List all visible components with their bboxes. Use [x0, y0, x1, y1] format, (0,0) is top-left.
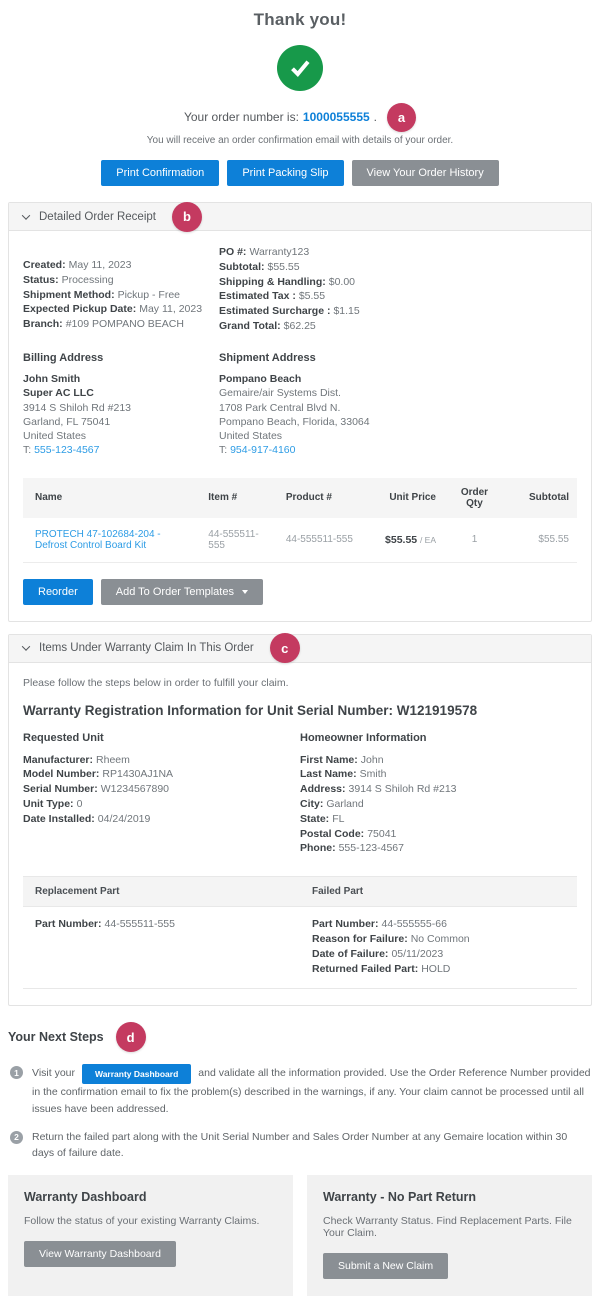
grand-total-line: Grand Total: $62.25 — [219, 319, 316, 332]
billing-city: Garland, FL 75041 — [23, 415, 111, 428]
warranty-info-columns — [23, 732, 577, 857]
phone-line: Phone: 555-123-4567 — [300, 842, 404, 855]
state-line: State: FL — [300, 812, 345, 825]
order-number-prefix: Your order number is: — [183, 110, 299, 124]
shipment-phone-link[interactable]: 954-917-4160 — [230, 443, 296, 456]
order-number-link[interactable]: 1000055555 — [302, 110, 370, 124]
billing-company: Super AC LLC — [23, 387, 94, 400]
no-part-return-card — [307, 1175, 592, 1296]
shipment-city: Pompano Beach, Florida, 33064 — [219, 415, 370, 428]
checkmark-icon — [285, 53, 315, 83]
page-title: Thank you! — [253, 10, 347, 29]
homeowner-information-heading: Homeowner Information — [300, 731, 427, 744]
step-1-text: Visit your Warranty Dashboard and validate all the information provided. Use the Order Reference Number provided in the confirmation email to fix the problem(s) described in the warnings, if any. Your claim cannot be processed until all issues have been addressed. — [32, 1064, 592, 1117]
shipment-company: Gemaire/air Systems Dist. — [219, 387, 341, 400]
product-number-cell: 44-555511-555 — [278, 518, 367, 563]
warranty-claim-section — [8, 634, 592, 1007]
col-item: Item # — [200, 478, 278, 518]
failed-part-number-line: Part Number: 44-555555-66 — [312, 918, 447, 931]
po-number-line: PO #: Warranty123 — [219, 246, 310, 258]
add-to-order-templates-button[interactable]: Add To Order Templates — [101, 579, 263, 605]
homeowner-information — [300, 732, 577, 857]
annotation-badge-d: d — [116, 1022, 146, 1052]
shipment-phone-line: T: 954-917-4160 — [219, 443, 296, 456]
replacement-part-number-line: Part Number: 44-555511-555 — [35, 918, 175, 931]
subtotal-line: Subtotal: $55.55 — [219, 260, 300, 273]
failed-part-details — [300, 907, 577, 988]
model-number-line: Model Number: RP1430AJ1NA — [23, 768, 174, 781]
next-steps-title: Your Next Steps — [8, 1030, 104, 1045]
next-steps-title-row — [8, 1022, 592, 1052]
col-subtotal: Subtotal — [505, 478, 577, 518]
failed-part-heading: Failed Part — [312, 886, 364, 898]
order-item-row — [23, 518, 577, 563]
shipping-handling-line: Shipping & Handling: $0.00 — [219, 275, 356, 288]
order-summary-left — [23, 258, 219, 334]
col-product: Product # — [278, 478, 367, 518]
confirmation-email-note: You will receive an order confirmation email with details of your order. — [146, 135, 454, 146]
success-check-circle — [277, 45, 323, 91]
addresses — [23, 352, 577, 458]
no-part-return-card-desc: Check Warranty Status. Find Replacement Parts. File Your Claim. — [323, 1215, 572, 1240]
chevron-down-icon — [22, 211, 30, 219]
warranty-dashboard-card-title: Warranty Dashboard — [24, 1190, 147, 1205]
shipment-street: 1708 Park Central Blvd N. — [219, 401, 341, 414]
confirmation-actions — [0, 160, 600, 186]
reorder-button[interactable]: Reorder — [23, 579, 93, 605]
next-steps-section — [8, 1022, 592, 1161]
postal-code-line: Postal Code: 75041 — [300, 827, 397, 840]
next-step-1 — [8, 1064, 592, 1117]
annotation-badge-b: b — [172, 202, 202, 232]
item-number-cell: 44-555511-555 — [200, 518, 278, 563]
order-status-line: Status: Processing — [23, 273, 114, 286]
order-created-line: Created: May 11, 2023 — [23, 259, 132, 271]
city-line: City: Garland — [300, 797, 364, 810]
order-number-line — [0, 101, 600, 133]
next-step-2 — [8, 1129, 592, 1162]
shipment-name: Pompano Beach — [219, 373, 302, 386]
annotation-badge-a: a — [387, 103, 416, 132]
parts-table-body — [23, 907, 577, 989]
view-order-history-button[interactable]: View Your Order History — [352, 160, 499, 186]
annotation-badge-c: c — [270, 633, 300, 663]
parts-table — [23, 876, 577, 989]
returned-failed-part-line: Returned Failed Part: HOLD — [312, 962, 451, 975]
receipt-actions — [23, 579, 577, 605]
product-link[interactable]: PROTECH 47-102684-204 - Defrost Control Board Kit — [35, 528, 161, 551]
order-summary-right — [219, 245, 577, 334]
detailed-order-receipt-body — [9, 231, 591, 621]
shipment-method-line: Shipment Method: Pickup - Free — [23, 288, 181, 301]
warranty-dashboard-card-desc: Follow the status of your existing Warranty Claims. — [24, 1215, 260, 1228]
billing-address — [23, 352, 219, 458]
order-qty-cell: 1 — [444, 518, 505, 563]
address-line: Address: 3914 S Shiloh Rd #213 — [300, 783, 457, 796]
billing-street: 3914 S Shiloh Rd #213 — [23, 401, 131, 414]
reason-for-failure-line: Reason for Failure: No Common — [312, 932, 470, 945]
step-2-number: 2 — [10, 1131, 23, 1144]
unit-price-cell: $55.55 / EA — [366, 518, 444, 563]
requested-unit — [23, 732, 300, 857]
date-installed-line: Date Installed: 04/24/2019 — [23, 812, 151, 825]
warranty-claim-title: Items Under Warranty Claim In This Order — [39, 642, 254, 655]
col-unit-price: Unit Price — [366, 478, 444, 518]
detailed-order-receipt-title: Detailed Order Receipt — [39, 210, 156, 223]
bottom-cards — [8, 1175, 592, 1296]
step-2-text: Return the failed part along with the Unit Serial Number and Sales Order Number at any Gemaire location within 30 days of failure date. — [32, 1130, 568, 1160]
date-of-failure-line: Date of Failure: 05/11/2023 — [312, 947, 444, 960]
estimated-surcharge-line: Estimated Surcharge : $1.15 — [219, 305, 360, 318]
parts-table-header — [23, 876, 577, 907]
shipment-country: United States — [219, 429, 283, 442]
caret-down-icon — [242, 590, 248, 594]
subtotal-cell: $55.55 — [505, 518, 577, 563]
billing-phone-link[interactable]: 555-123-4567 — [34, 443, 100, 456]
step-1-number: 1 — [10, 1066, 23, 1079]
first-name-line: First Name: John — [300, 753, 384, 766]
manufacturer-line: Manufacturer: Rheem — [23, 753, 130, 766]
billing-phone-line: T: 555-123-4567 — [23, 443, 100, 456]
warranty-dashboard-inline-button[interactable]: Warranty Dashboard — [82, 1064, 191, 1084]
serial-number-line: Serial Number: W1234567890 — [23, 783, 170, 796]
warranty-intro: Please follow the steps below in order to fulfill your claim. — [23, 676, 289, 689]
last-name-line: Last Name: Smith — [300, 768, 387, 781]
order-items-table — [23, 478, 577, 563]
replacement-part-details — [23, 907, 300, 988]
shipment-address-heading: Shipment Address — [219, 351, 316, 364]
warranty-dashboard-card — [8, 1175, 293, 1296]
order-number-suffix: . — [373, 110, 378, 124]
submit-new-claim-button[interactable]: Submit a New Claim — [323, 1253, 448, 1279]
warranty-registration-heading: Warranty Registration Information for Unit Serial Number: W121919578 — [23, 702, 478, 718]
col-name: Name — [23, 478, 200, 518]
print-confirmation-button[interactable]: Print Confirmation — [101, 160, 219, 186]
warranty-claim-body — [9, 663, 591, 1006]
view-warranty-dashboard-button[interactable]: View Warranty Dashboard — [24, 1241, 176, 1267]
order-confirmation-header — [0, 0, 600, 186]
no-part-return-card-title: Warranty - No Part Return — [323, 1190, 477, 1205]
print-packing-slip-button[interactable]: Print Packing Slip — [227, 160, 343, 186]
shipment-address — [219, 352, 577, 458]
col-order-qty: Order Qty — [444, 478, 505, 518]
replacement-part-heading: Replacement Part — [35, 886, 120, 898]
warranty-claim-header[interactable] — [9, 635, 591, 663]
expected-pickup-date-line: Expected Pickup Date: May 11, 2023 — [23, 303, 203, 316]
detailed-order-receipt-section — [8, 202, 592, 622]
billing-address-heading: Billing Address — [23, 351, 104, 364]
estimated-tax-line: Estimated Tax : $5.55 — [219, 290, 326, 303]
unit-type-line: Unit Type: 0 — [23, 797, 83, 810]
order-summary — [23, 245, 577, 334]
detailed-order-receipt-header[interactable] — [9, 203, 591, 231]
billing-country: United States — [23, 429, 87, 442]
order-items-header-row — [23, 478, 577, 518]
requested-unit-heading: Requested Unit — [23, 731, 104, 744]
chevron-down-icon — [22, 642, 30, 650]
billing-name: John Smith — [23, 373, 81, 386]
branch-line: Branch: #109 POMPANO BEACH — [23, 318, 184, 331]
